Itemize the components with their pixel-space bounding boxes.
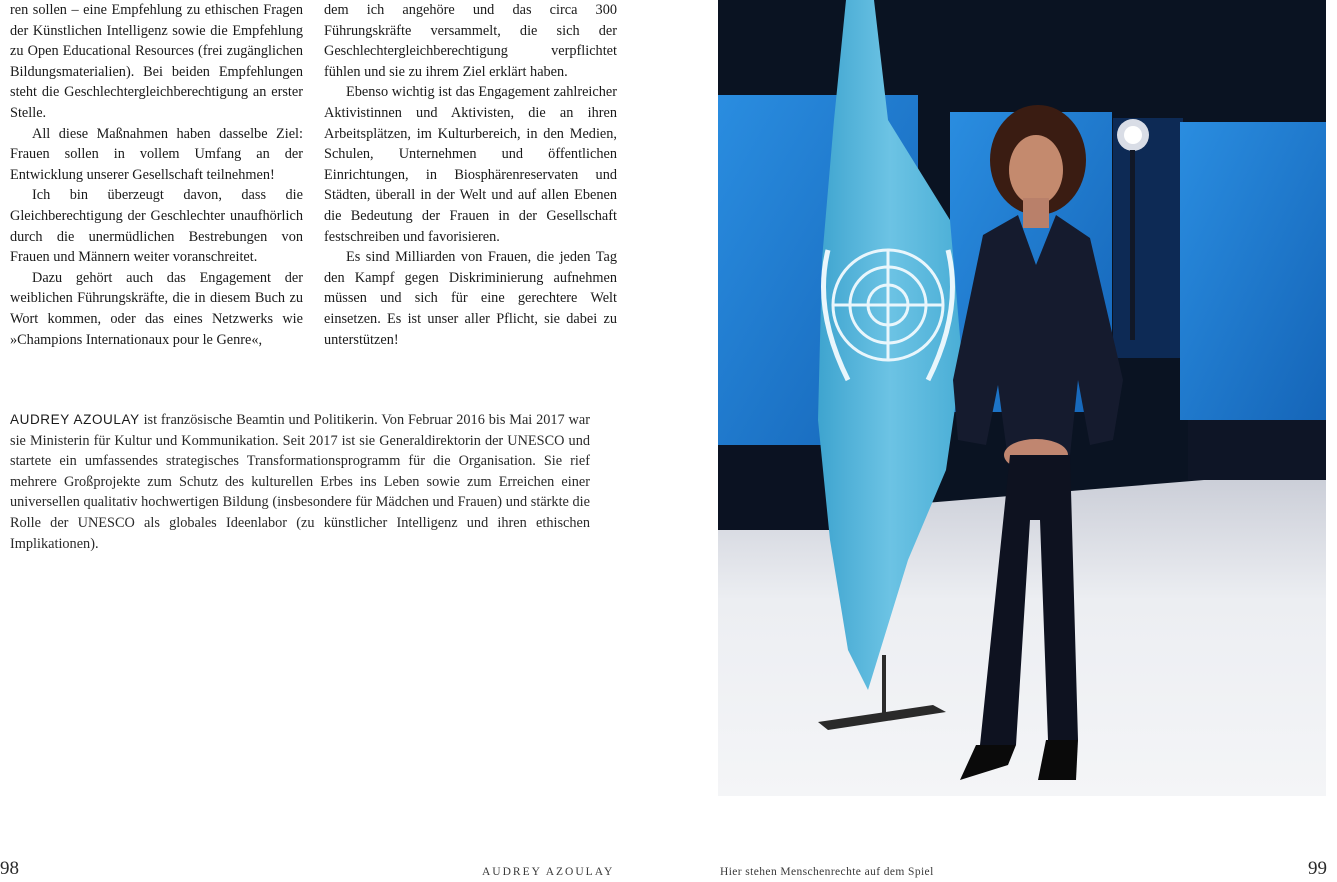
paragraph: Ebenso wichtig ist das Engagement zahlreicher Aktivistinnen und Aktivisten, die an ihren Arbeitsplätzen, im Kulturbereich, in den Medien, Schulen, Unternehmen und öffentlichen Einrichtungen, in Biosphärenreservaten und Städten, überall in der Welt und auf allen Ebenen die Bedeutung der Frauen in der Gesellschaft festschreiben und favorisieren. [324,84,617,245]
paragraph: ren sollen – eine Empfehlung zu ethischen Fragen der Künstlichen Intelligenz sowie die Empfehlung zu Open Educational Resources (frei zugänglichen Bildungsmaterialien). Bei beiden Empfehlungen steht die Geschlechtergleichberechtigung an erster Stelle. [10,2,303,121]
author-bio [10,410,590,554]
text-column-1 [10,0,303,350]
portrait-photo [718,0,1326,796]
page-number-right: 99 [1308,858,1327,879]
paragraph: Dazu gehört auch das Engagement der weiblichen Führungskräfte, die in diesem Buch zu Wort kommen, oder das eines Netzwerks wie »Champions Internationaux pour le Genre«, [10,269,303,348]
text-column-2 [324,0,617,350]
paragraph: dem ich angehöre und das circa 300 Führungskräfte versammelt, die sich der Geschlechtergleichberechtigung verpflichtet fühlen und sie zu ihrem Ziel erklärt haben. [324,2,617,80]
page-number-left: 98 [0,858,19,879]
paragraph: Ich bin überzeugt davon, dass die Gleichberechtigung der Geschlechter unaufhörlich durch die unermüdlichen Bestrebungen von Frauen und Männern weiter voranschreitet. [10,187,303,266]
running-head-right: Hier stehen Menschenrechte auf dem Spiel [720,866,934,878]
paragraph: All diese Maßnahmen haben dasselbe Ziel: Frauen sollen in vollem Umfang an der Entwicklung unserer Gesellschaft teilnehmen! [10,125,303,183]
author-name: AUDREY AZOULAY [10,412,140,427]
running-head-left: AUDREY AZOULAY [482,866,615,878]
author-bio-text: ist französische Beamtin und Politikerin. Von Februar 2016 bis Mai 2017 war sie Ministerin für Kultur und Kommunikation. Seit 2017 ist sie Generaldirektorin der UNESCO und startete ein umfassendes strategisches Transformationsprogramm für die Organisation. Sie rief mehrere Großprojekte zum Schutz des kulturellen Erbes ins Leben sowie zum Erreichen einer universellen qualitativ hochwertigen Bildung (insbesondere für Mädchen und Frauen) und stärkte die Rolle der UNESCO als globales Ideenlabor (zu künstlicher Intelligenz und ihren ethischen Implikationen). [10,412,590,552]
paragraph: Es sind Milliarden von Frauen, die jeden Tag den Kampf gegen Diskriminierung aufnehmen müssen und sich für eine gerechtere Welt einsetzen. Es ist unser aller Pflicht, sie dabei zu unterstützen! [324,249,617,348]
